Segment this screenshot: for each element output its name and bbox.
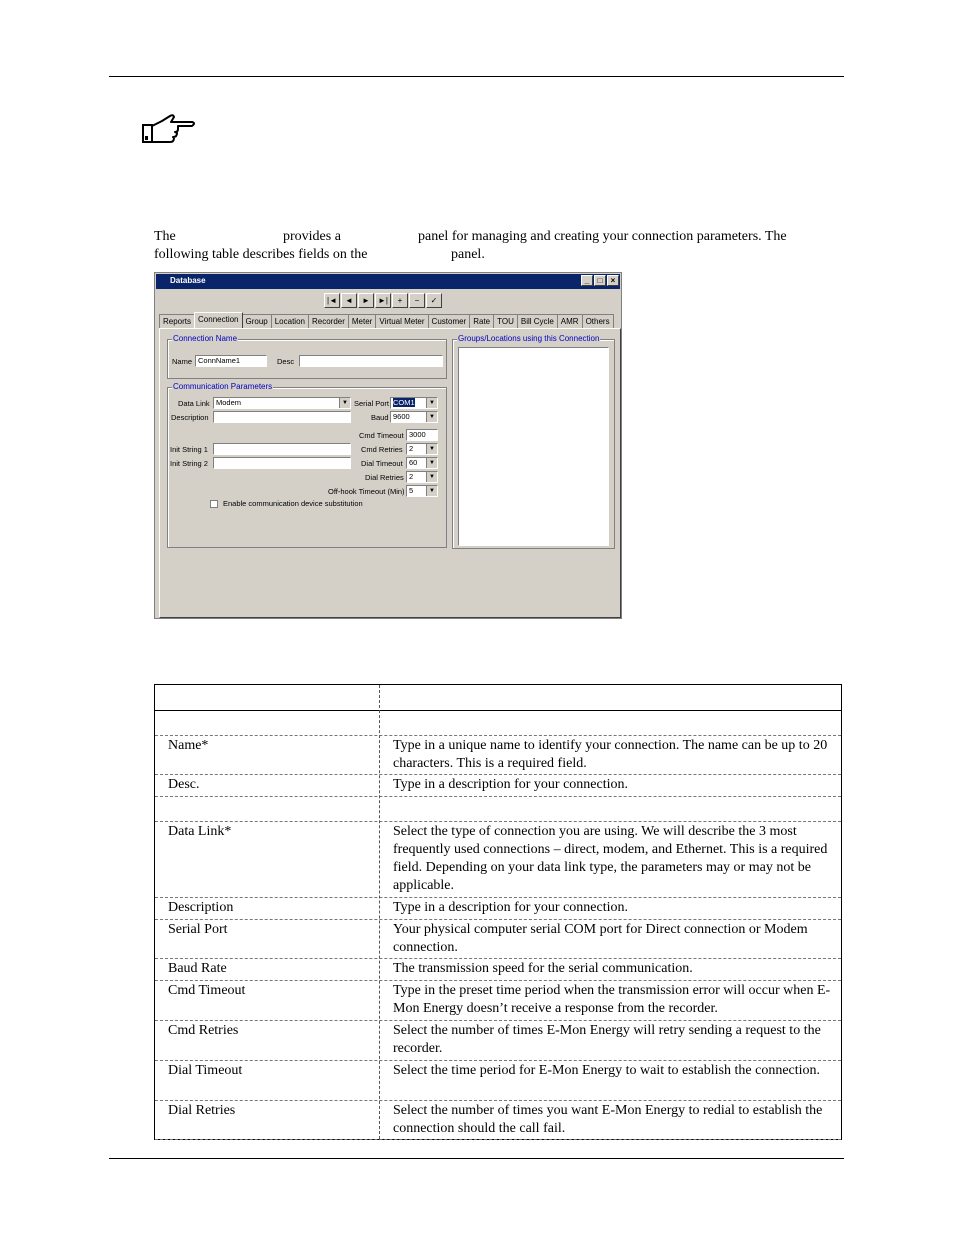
substitution-label: Enable communication device substitution [223, 499, 363, 508]
tab-connection[interactable]: Connection [194, 312, 242, 328]
connection-fields-table [154, 684, 842, 1140]
name-label: Name [172, 357, 193, 366]
table-cell-field: Description [168, 900, 234, 915]
connection-name-legend: Connection Name [173, 334, 238, 343]
tab-tou[interactable]: TOU [493, 314, 518, 328]
data-link-label: Data Link [178, 399, 210, 408]
table-cell-description: Type in the preset time period when the transmission error will occur when E-Mon Energy doesn’t receive a response from the recorder. [393, 983, 831, 1016]
intro-panel: panel. [451, 247, 485, 262]
maximize-button[interactable]: □ [594, 275, 606, 286]
table-row [155, 736, 841, 775]
table-cell-description: Select the type of connection you are using. We will describe the 3 most frequently used connections – direct, modem, and Ethernet. This is a required field. Depending on your data link type, the parameters may or may not be applicable. [393, 824, 828, 893]
table-header-row [155, 685, 841, 711]
connection-tab-panel [159, 328, 621, 618]
communication-parameters-legend: Communication Parameters [173, 382, 273, 391]
dial-retries-value: 2 [409, 472, 414, 481]
table-row [155, 898, 841, 920]
window-title: Database [170, 276, 206, 285]
connection-name-group [167, 334, 447, 379]
baud-label: Baud [371, 413, 389, 422]
dial-timeout-select[interactable] [406, 457, 438, 469]
init-string-1-label: Init String 1 [170, 445, 208, 454]
tab-amr[interactable]: AMR [557, 314, 583, 328]
intro-provides: provides a [283, 229, 341, 244]
table-cell-field: Data Link* [168, 824, 232, 839]
table-cell-description: The transmission speed for the serial communication. [393, 961, 693, 976]
table-cell-description: Type in a unique name to identify your connection. The name can be up to 20 characters. This is a required field. [393, 738, 828, 771]
add-record-button[interactable]: + [392, 293, 408, 308]
cmd-timeout-label: Cmd Timeout [359, 431, 404, 440]
next-record-button[interactable]: ► [358, 293, 374, 308]
baud-value: 9600 [393, 412, 410, 421]
table-cell-description: Select the number of times E-Mon Energy will retry sending a request to the recorder. [393, 1023, 821, 1056]
baud-select[interactable] [390, 411, 438, 423]
table-row [155, 1101, 841, 1140]
table-cell-field: Cmd Timeout [168, 983, 246, 998]
tab-group[interactable]: Group [242, 314, 272, 328]
cmd-timeout-input[interactable]: 3000 [406, 429, 438, 441]
table-column-divider [379, 685, 380, 1139]
table-cell-field: Dial Timeout [168, 1063, 243, 1078]
chevron-down-icon: ▼ [426, 444, 437, 454]
footer-rule [109, 1158, 844, 1159]
tab-location[interactable]: Location [271, 314, 309, 328]
intro-the: The [154, 229, 176, 244]
serial-port-label: Serial Port [354, 399, 390, 408]
serial-port-value: COM1 [393, 398, 415, 407]
init-string-2-input[interactable] [213, 457, 351, 469]
previous-record-button[interactable]: ◄ [341, 293, 357, 308]
groups-locations-legend: Groups/Locations using this Connection [458, 334, 600, 343]
header-rule [109, 76, 844, 77]
serial-port-select[interactable] [390, 397, 438, 409]
offhook-timeout-label: Off-hook Timeout (Min) [328, 487, 405, 496]
chevron-down-icon: ▼ [426, 412, 437, 422]
desc-input[interactable] [299, 355, 443, 367]
chevron-down-icon: ▼ [426, 472, 437, 482]
tab-virtual-meter[interactable]: Virtual Meter [375, 314, 428, 328]
groups-locations-list[interactable] [458, 347, 609, 546]
table-cell-field: Name* [168, 738, 209, 753]
cmd-retries-value: 2 [409, 444, 414, 453]
record-navigation-bar [324, 293, 443, 309]
tab-bill-cycle[interactable]: Bill Cycle [517, 314, 558, 328]
substitution-checkbox[interactable] [210, 500, 218, 508]
desc-label: Desc [277, 357, 295, 366]
table-cell-field: Serial Port [168, 922, 228, 937]
table-cell-description: Type in a description for your connection. [393, 900, 629, 915]
tab-others[interactable]: Others [582, 314, 614, 328]
delete-record-button[interactable]: − [409, 293, 425, 308]
table-cell-description: Select the time period for E-Mon Energy to wait to establish the connection. [393, 1063, 821, 1078]
save-record-button[interactable]: ✓ [426, 293, 442, 308]
table-row [155, 1061, 841, 1101]
minimize-button[interactable]: _ [581, 275, 593, 286]
table-row [155, 822, 841, 898]
table-row [155, 920, 841, 959]
table-cell-description: Type in a description for your connection. [393, 777, 629, 792]
intro-line2-start: following table describes fields on the [154, 247, 368, 262]
table-cell-field: Cmd Retries [168, 1023, 239, 1038]
table-row [155, 1021, 841, 1061]
pointing-hand-icon [140, 112, 198, 146]
table-cell-description: Your physical computer serial COM port for Direct connection or Modem connection. [393, 922, 808, 955]
window-titlebar [156, 274, 620, 289]
chevron-down-icon: ▼ [426, 398, 437, 408]
data-link-value: Modem [216, 398, 242, 407]
dial-timeout-label: Dial Timeout [361, 459, 403, 468]
dial-timeout-value: 60 [409, 458, 418, 467]
tab-rate[interactable]: Rate [469, 314, 494, 328]
tab-strip [159, 314, 613, 328]
description-label: Description [171, 413, 209, 422]
first-record-button[interactable]: |◄ [324, 293, 340, 308]
close-button[interactable]: × [607, 275, 619, 286]
tab-customer[interactable]: Customer [428, 314, 471, 328]
table-cell-field: Desc. [168, 777, 200, 792]
chevron-down-icon: ▼ [426, 486, 437, 496]
table-row [155, 797, 841, 822]
dial-retries-label: Dial Retries [365, 473, 404, 482]
database-window [154, 272, 622, 619]
chevron-down-icon: ▼ [426, 458, 437, 468]
cmd-retries-label: Cmd Retries [361, 445, 403, 454]
table-row [155, 959, 841, 981]
table-cell-field: Dial Retries [168, 1103, 236, 1118]
init-string-2-label: Init String 2 [170, 459, 208, 468]
table-row [155, 775, 841, 797]
groups-locations-group [452, 334, 615, 549]
data-link-select[interactable] [213, 397, 351, 409]
table-cell-description: Select the number of times you want E-Mon Energy to redial to establish the connection should the call fail. [393, 1103, 823, 1136]
last-record-button[interactable]: ►| [375, 293, 391, 308]
offhook-timeout-select[interactable] [406, 485, 438, 497]
communication-parameters-group [167, 382, 447, 548]
table-row [155, 981, 841, 1021]
description-input[interactable] [213, 411, 351, 423]
offhook-timeout-value: 5 [409, 486, 414, 495]
dial-retries-select[interactable] [406, 471, 438, 483]
chevron-down-icon: ▼ [339, 398, 350, 408]
tab-recorder[interactable]: Recorder [308, 314, 349, 328]
table-cell-field: Baud Rate [168, 961, 227, 976]
intro-line1-tail: panel for managing and creating your connection parameters. The [418, 229, 787, 244]
table-row [155, 711, 841, 736]
tab-reports[interactable]: Reports [159, 314, 195, 328]
init-string-1-input[interactable] [213, 443, 351, 455]
name-input[interactable]: ConnName1 [195, 355, 267, 367]
tab-meter[interactable]: Meter [348, 314, 376, 328]
cmd-retries-select[interactable] [406, 443, 438, 455]
